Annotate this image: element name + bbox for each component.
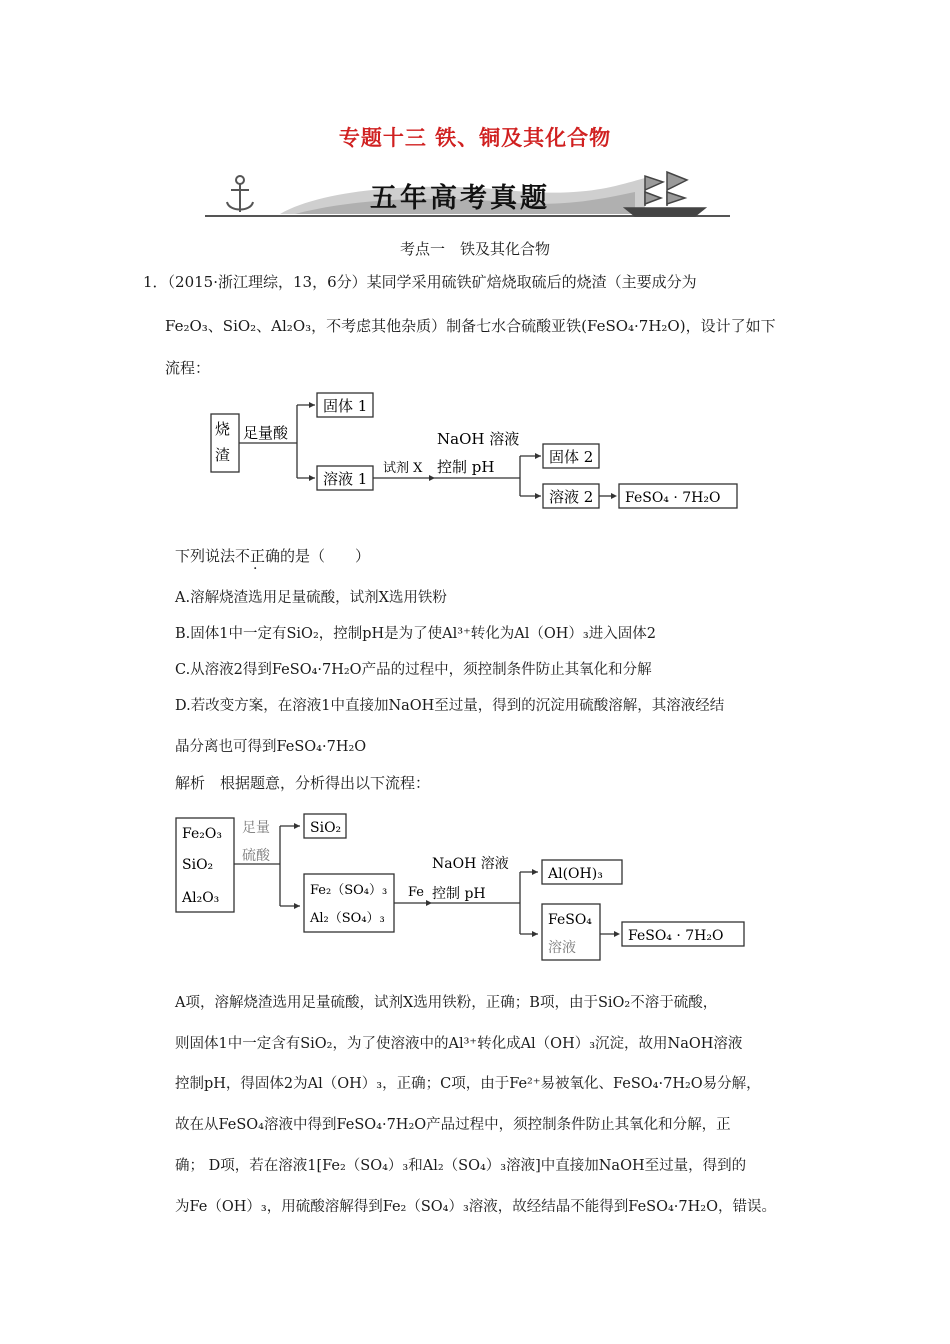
flow-diagram-1 — [205, 388, 745, 518]
product2-label: FeSO₄ · 7H₂O — [628, 928, 724, 944]
acid2-label-2: 硫酸 — [242, 848, 270, 864]
acid2-label-1: 足量 — [242, 820, 270, 836]
prompt-pre: 下列说法 — [175, 547, 236, 565]
reagent-label: 试剂 X — [383, 461, 423, 476]
analysis-intro: 解析 根据题意，分析得出以下流程： — [175, 774, 431, 792]
raw-sio2: SiO₂ — [182, 857, 214, 873]
feso4-label: FeSO₄ — [548, 912, 592, 928]
fe-label: Fe — [408, 885, 425, 900]
analysis-line-3: 控制pH，得固体2为Al（OH）₃，正确；C项，由于Fe²⁺易被氧化、FeSO₄·7H₂O易分解， — [175, 1076, 761, 1092]
solution1-label: 溶液 1 — [323, 470, 368, 488]
analysis-line-1: A项，溶解烧渣选用足量硫酸，试剂X选用铁粉，正确；B项，由于SiO₂不溶于硫酸， — [175, 995, 718, 1011]
option-d-line-2: 晶分离也可得到FeSO₄·7H₂O — [175, 739, 367, 755]
ph2-label: 控制 pH — [432, 886, 486, 902]
analysis-line-4: 故在从FeSO₄溶液中得到FeSO₄·7H₂O产品过程中，须控制条件防止其氧化和分解，正 — [175, 1117, 731, 1133]
analysis-line-6: 为Fe（OH）₃，用硫酸溶解得到Fe₂（SO₄）₃溶液，故经结晶不能得到FeSO₄·7H₂O，错误。 — [175, 1199, 776, 1215]
option-d-line-1: D.若改变方案，在溶液1中直接加NaOH至过量，得到的沉淀用硫酸溶解，其溶液经结 — [175, 698, 725, 714]
section-title: 考点一 铁及其化合物 — [399, 240, 550, 258]
analysis-line-5: 确； D项，若在溶液1[Fe₂（SO₄）₃和Al₂（SO₄）₃溶液]中直接加NaOH至过量，得到的 — [175, 1158, 747, 1174]
raw-al2o3: Al₂O₃ — [182, 890, 220, 906]
question-line-1: 1．（2015·浙江理综，13，6分）某同学采用硫铁矿焙烧取硫后的烧渣（主要成分为 — [143, 273, 697, 291]
prompt-emphasis: 不正确 — [235, 547, 281, 565]
sol-fe2so4-label: Fe₂（SO₄）₃ — [310, 883, 388, 898]
naoh2-label: NaOH 溶液 — [432, 856, 509, 872]
start-label-2: 渣 — [215, 446, 231, 464]
solid2-label: 固体 2 — [549, 448, 594, 466]
start-label-1: 烧 — [215, 420, 231, 438]
question-line-3: 流程： — [165, 359, 211, 377]
feso4-solution-label: 溶液 — [548, 940, 576, 956]
solution2-label: 溶液 2 — [549, 488, 594, 506]
banner-title: 五年高考真题 — [370, 183, 550, 214]
raw-fe2o3: Fe₂O₃ — [182, 826, 222, 842]
prompt-post: 的是（ ） — [280, 547, 371, 565]
option-c: C.从溶液2得到FeSO₄·7H₂O产品的过程中，须控制条件防止其氧化和分解 — [175, 662, 652, 678]
solid1-label: 固体 1 — [323, 397, 368, 415]
aloh-label: Al(OH)₃ — [548, 866, 603, 882]
question-line-2: Fe₂O₃、SiO₂、Al₂O₃，不考虑其他杂质）制备七水合硫酸亚铁(FeSO₄·7H₂O)，设计了如下 — [165, 317, 776, 335]
page-title: 专题十三 铁、铜及其化合物 — [338, 126, 612, 150]
anchor-icon — [227, 176, 253, 212]
sio2-label: SiO₂ — [310, 820, 342, 836]
analysis-line-2: 则固体1中一定含有SiO₂，为了使溶液中的Al³⁺转化成Al（OH）₃沉淀，故用NaOH溶液 — [175, 1036, 743, 1052]
naoh-label: NaOH 溶液 — [437, 430, 520, 448]
sol-al2so4-label: Al₂（SO₄）₃ — [310, 911, 385, 926]
question-prompt — [175, 546, 370, 566]
ph-label: 控制 pH — [437, 458, 495, 476]
option-a: A.溶解烧渣选用足量硫酸，试剂X选用铁粉 — [175, 590, 447, 606]
acid-label: 足量酸 — [243, 424, 289, 442]
flow-diagram-2 — [170, 806, 750, 966]
product-label: FeSO₄ · 7H₂O — [625, 490, 721, 506]
option-b: B.固体1中一定有SiO₂，控制pH是为了使Al³⁺转化为Al（OH）₃进入固体2 — [175, 626, 656, 642]
